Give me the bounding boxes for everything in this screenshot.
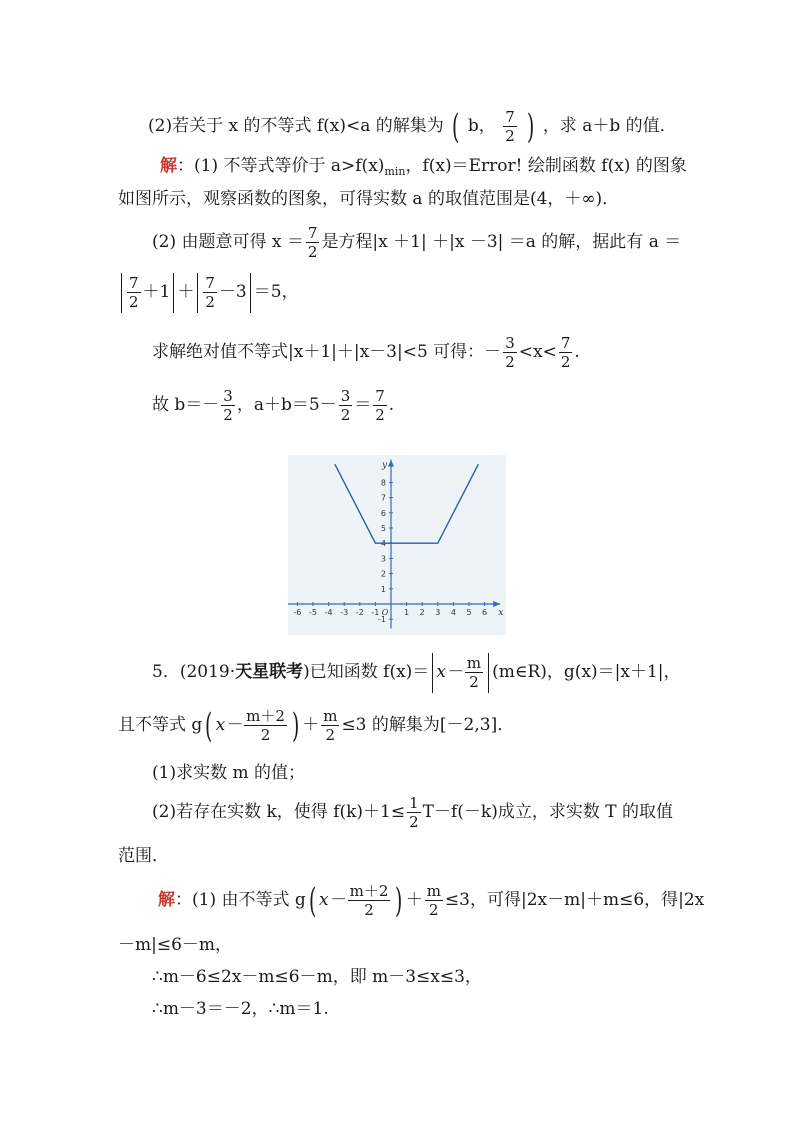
- x-tick-label: -2: [355, 608, 364, 617]
- interval-left: b，: [467, 116, 496, 136]
- abs-bar: [197, 273, 198, 313]
- question-2-tail: ，求 a＋b 的值．: [542, 116, 677, 136]
- fraction: $\frac{3}{2}$: [505, 334, 515, 371]
- solution-1-line-2: 如图所示，观察函数的图象，可得实数 a 的取值范围是(4，＋∞)．: [118, 189, 620, 209]
- x-tick-label: 4: [450, 608, 456, 617]
- abs-bar: [173, 273, 174, 313]
- x-tick-label: -4: [324, 608, 333, 617]
- x-axis-arrow: [493, 601, 500, 607]
- x-tick-label: 1: [404, 608, 410, 617]
- function-graph: [288, 455, 506, 635]
- y-tick-label: -1: [378, 615, 386, 625]
- x-axis-label: x: [498, 608, 504, 618]
- y-tick-label: 5: [380, 524, 386, 533]
- y-tick-label: 1: [380, 584, 386, 594]
- solution-2-line-3: 求解绝对值不等式|x＋1|＋|x－3|<5 可得：－ $\frac{3}{2}$ <x< $\frac{7}{2}$ .: [152, 334, 580, 371]
- left-paren: (: [205, 705, 213, 746]
- y-tick-label: 2: [380, 569, 386, 579]
- solution-2-line-2: $\frac{7}{2}$ ＋1 ＋ $\frac{7}{2}$ －3 ＝5，: [118, 270, 299, 314]
- fraction: $\frac{m}{2}$: [426, 882, 441, 919]
- problem-5-sub-1: (1)求实数 m 的值；: [152, 763, 306, 783]
- y-axis-label: y: [382, 460, 388, 471]
- question-2: [148, 106, 677, 147]
- solution-2-line-1: (2) 由题意可得 x ＝ $\frac{7}{2}$ 是方程|x ＋1| ＋|x －3| ＝a 的解，据此有 a ＝: [152, 224, 682, 261]
- graph-svg: [288, 455, 506, 635]
- fraction: $\frac{7}{2}$: [560, 334, 571, 371]
- fraction: $\frac{7}{2}$: [205, 274, 215, 311]
- abs-bar: [121, 273, 122, 313]
- y-tick-label: 6: [380, 508, 386, 518]
- left-paren: (: [452, 106, 460, 147]
- fraction: $\frac{7}{2}$: [505, 108, 515, 145]
- solution-5-line-4: ∴m－3＝－2，∴m＝1.: [152, 999, 329, 1019]
- function-line: [335, 464, 479, 543]
- x-tick-label: -3: [340, 608, 349, 617]
- solution-label: 解: [160, 156, 177, 176]
- fraction: $\frac{m+2}{2}$: [349, 882, 389, 919]
- fraction: $\frac{7}{2}$: [307, 224, 318, 261]
- x-tick-label: -6: [293, 608, 302, 617]
- source-label: 天星联考: [235, 662, 304, 682]
- problem-5-sub-2-tail: 范围．: [118, 846, 169, 866]
- abs-bar: [432, 653, 433, 693]
- fraction: $\frac{3}{2}$: [223, 387, 233, 424]
- solution-1-line-1: 解：(1) 不等式等价于 $a>f(x)_{min}$，f(x)＝Error! 绘制函数 f(x) 的图象: [160, 156, 687, 178]
- right-paren: ): [527, 106, 535, 147]
- x-tick-label: 3: [435, 608, 441, 617]
- solution-5-line-2: －m|≤6－m，: [118, 935, 233, 955]
- fraction: $\frac{3}{2}$: [340, 387, 351, 424]
- x-tick-label: 2: [419, 608, 425, 617]
- y-tick-label: 7: [380, 493, 386, 503]
- origin-label: O: [381, 608, 389, 617]
- abs-bar: [488, 653, 489, 693]
- solution-label: 解: [158, 890, 175, 910]
- fraction: $\frac{m+2}{2}$: [246, 707, 285, 744]
- left-paren: (: [308, 880, 317, 921]
- solution-2-line-4: 故 b＝－ $\frac{3}{2}$ ，a＋b＝5－ $\frac{3}{2}$ ＝ $\frac{7}{2}$ .: [152, 387, 395, 424]
- x-tick-label: 6: [482, 608, 488, 617]
- right-paren: ): [291, 705, 300, 746]
- x-tick-label: -1: [371, 608, 380, 617]
- x-tick-label: 5: [466, 608, 472, 617]
- y-tick-label: 8: [380, 478, 386, 488]
- fraction: $\frac{1}{2}$: [409, 794, 419, 831]
- fraction: $\frac{m}{2}$: [323, 707, 338, 744]
- fraction: $\frac{7}{2}$: [129, 274, 139, 311]
- y-axis-arrow: [388, 460, 394, 467]
- y-tick-label: 4: [380, 539, 386, 549]
- question-2-text: (2)若关于 x 的不等式 f(x)<a 的解集为: [148, 116, 444, 136]
- abs-bar: [250, 273, 251, 313]
- fraction: $\frac{m}{2}$: [466, 654, 482, 691]
- right-paren: ): [395, 880, 403, 921]
- fraction: $\frac{7}{2}$: [375, 387, 385, 424]
- solution-5-line-1: 解：(1) 由不等式 g( x－ $\frac{m+2}{2}$ ) ＋ $\frac{m}{2}$ ≤3，可得|2x－m|＋m≤6，得|2x: [158, 880, 705, 921]
- solution-5-line-3: ∴m－6≤2x－m≤6－m，即 m－3≤x≤3，: [152, 967, 482, 987]
- problem-5-line-2: 且不等式 g( x－ $\frac{m+2}{2}$ ) ＋ $\frac{m}{2}$ ≤3 的解集为[－2,3]．: [118, 705, 515, 746]
- y-tick-label: 3: [380, 554, 386, 564]
- problem-5-sub-2: (2)若存在实数 k，使得 f(k)＋1≤ $\frac{1}{2}$ T－f(－k)成立，求实数 T 的取值: [152, 794, 673, 831]
- problem-5-line-1: 5．(2019·天星联考)已知函数 f(x)＝ x－ $\frac{m}{2}$ (m∈R)，g(x)＝|x＋1|，: [152, 654, 681, 691]
- x-tick-label: -5: [309, 608, 317, 617]
